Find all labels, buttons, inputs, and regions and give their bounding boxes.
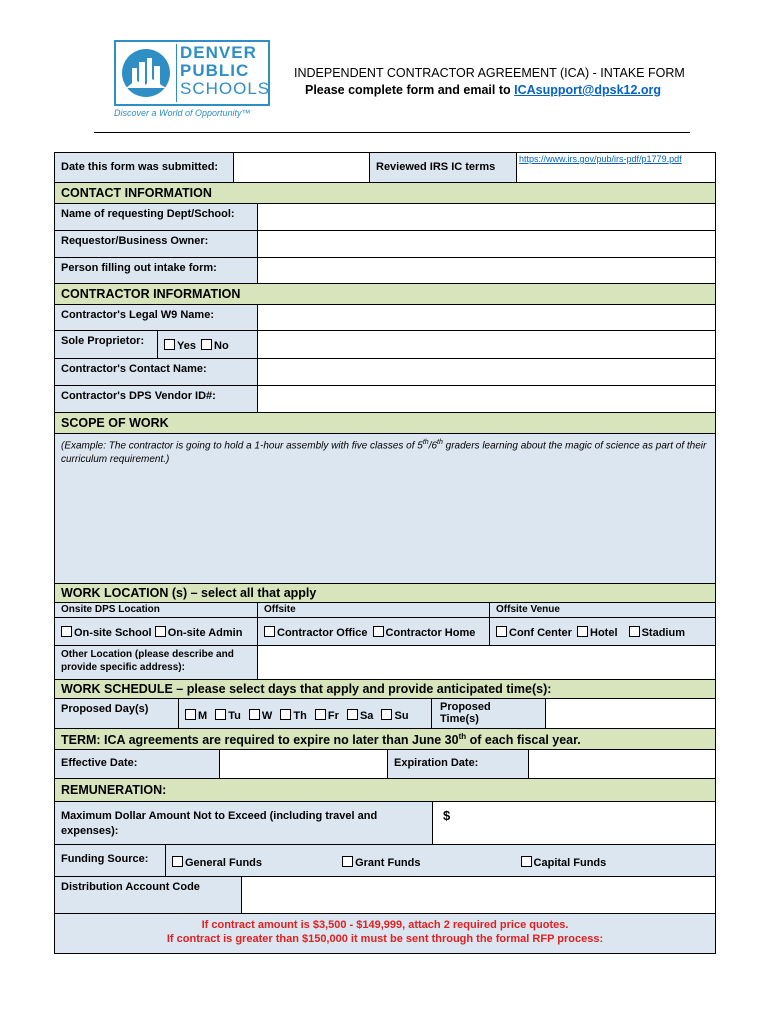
time-input[interactable] bbox=[545, 698, 716, 729]
other-location-label-cell bbox=[54, 645, 258, 680]
stadium-label: Stadium bbox=[641, 627, 685, 639]
scope-heading: SCOPE OF WORK bbox=[61, 416, 169, 430]
date-label-cell bbox=[54, 152, 234, 183]
day-th-label: Th bbox=[293, 710, 307, 722]
term-section-header bbox=[54, 728, 716, 750]
days-options bbox=[178, 698, 432, 729]
days-label-cell bbox=[54, 698, 179, 729]
term-heading-b: of each fiscal year. bbox=[466, 733, 581, 748]
dollar-sign: $ bbox=[443, 808, 451, 823]
effective-label-cell bbox=[54, 749, 220, 779]
account-label: Distribution Account Code bbox=[61, 881, 200, 893]
grant-funds-checkbox[interactable] bbox=[342, 856, 353, 867]
location-section-header bbox=[54, 583, 716, 603]
logo-tagline: Discover a World of Opportunity™ bbox=[114, 108, 251, 118]
day-w-label: W bbox=[261, 710, 273, 722]
conf-center-label: Conf Center bbox=[509, 627, 572, 639]
contact-name-label: Contractor's Contact Name: bbox=[61, 363, 207, 375]
scope-example-a: (Example: The contractor is going to hold a 1-hour assembly with five classes of 5 bbox=[61, 440, 423, 452]
other-location-input[interactable] bbox=[257, 645, 716, 680]
sole-options-cell bbox=[157, 330, 258, 359]
offsite-col-label: Offsite bbox=[264, 604, 296, 615]
day-m-label: M bbox=[198, 710, 208, 722]
filler-label-cell bbox=[54, 257, 258, 284]
expiration-label: Expiration Date: bbox=[394, 757, 479, 769]
expiration-label-cell bbox=[387, 749, 529, 779]
effective-label: Effective Date: bbox=[61, 757, 138, 769]
sole-yes-label: Yes bbox=[177, 340, 196, 352]
contractor-office-checkbox[interactable] bbox=[264, 626, 275, 637]
price-note bbox=[54, 913, 716, 954]
vendor-input[interactable] bbox=[257, 385, 716, 413]
requestor-label: Requestor/Business Owner: bbox=[61, 235, 209, 247]
stadium-checkbox[interactable] bbox=[629, 626, 640, 637]
filler-label: Person filling out intake form: bbox=[61, 262, 217, 274]
onsite-admin-label: On-site Admin bbox=[167, 627, 243, 639]
requestor-label-cell bbox=[54, 230, 258, 258]
remuneration-section-header bbox=[54, 778, 716, 802]
effective-input[interactable] bbox=[219, 749, 388, 779]
contact-section-header bbox=[54, 182, 716, 204]
time-label-cell bbox=[431, 698, 546, 729]
contractor-home-checkbox[interactable] bbox=[373, 626, 384, 637]
sole-blank bbox=[257, 330, 716, 359]
sole-no-checkbox[interactable] bbox=[201, 339, 212, 350]
remuneration-heading: REMUNERATION: bbox=[61, 783, 167, 797]
day-su-checkbox[interactable] bbox=[381, 709, 392, 720]
dept-label-cell bbox=[54, 203, 258, 231]
email-link[interactable]: ICAsupport@dpsk12.org bbox=[514, 83, 662, 97]
price-note-line2: If contract is greater than $150,000 it must be sent through the formal RFP process: bbox=[166, 933, 604, 945]
contractor-heading: CONTRACTOR INFORMATION bbox=[61, 287, 241, 301]
funding-label-cell bbox=[54, 844, 166, 877]
venue-col-header bbox=[489, 602, 716, 618]
funding-options bbox=[165, 844, 716, 877]
date-input[interactable] bbox=[233, 152, 370, 183]
irs-label: Reviewed IRS IC terms bbox=[376, 161, 496, 173]
term-sup: th bbox=[458, 732, 467, 741]
scope-sup2: th bbox=[437, 439, 443, 446]
logo-line3: SCHOOLS bbox=[180, 79, 271, 98]
account-input[interactable] bbox=[241, 876, 716, 914]
grant-funds-label: Grant Funds bbox=[355, 857, 421, 869]
schedule-heading: WORK SCHEDULE – please select days that apply and provide anticipated time(s): bbox=[61, 682, 552, 696]
vendor-label: Contractor's DPS Vendor ID#: bbox=[61, 390, 216, 402]
scope-slash: /6 bbox=[428, 440, 438, 452]
logo-line1: DENVER bbox=[180, 43, 257, 62]
contact-name-input[interactable] bbox=[257, 358, 716, 386]
venue-col-label: Offsite Venue bbox=[496, 604, 560, 615]
irs-label-cell bbox=[369, 152, 517, 183]
w9-label-cell bbox=[54, 304, 258, 331]
requestor-input[interactable] bbox=[257, 230, 716, 258]
dept-input[interactable] bbox=[257, 203, 716, 231]
day-tu-checkbox[interactable] bbox=[215, 709, 226, 720]
day-m-checkbox[interactable] bbox=[185, 709, 196, 720]
vendor-label-cell bbox=[54, 385, 258, 413]
day-fr-label: Fr bbox=[327, 710, 339, 722]
contractor-home-label: Contractor Home bbox=[385, 627, 476, 639]
form-title: INDEPENDENT CONTRACTOR AGREEMENT (ICA) - INTAKE FORM bbox=[294, 66, 685, 80]
subtitle-text: Please complete form and email to bbox=[305, 83, 515, 97]
schedule-section-header bbox=[54, 679, 716, 699]
sole-no-label: No bbox=[214, 340, 229, 352]
hotel-label: Hotel bbox=[590, 627, 618, 639]
max-amount-input[interactable] bbox=[432, 801, 716, 845]
day-tu-label: Tu bbox=[228, 710, 241, 722]
contractor-section-header bbox=[54, 283, 716, 305]
conf-center-checkbox[interactable] bbox=[496, 626, 507, 637]
term-heading-a: TERM: ICA agreements are required to expire no later than June 30 bbox=[61, 733, 459, 748]
capital-funds-label: Capital Funds bbox=[533, 857, 607, 869]
days-label: Proposed Day(s) bbox=[61, 703, 149, 715]
day-sa-checkbox[interactable] bbox=[347, 709, 358, 720]
irs-link[interactable]: https://www.irs.gov/pub/irs-pdf/p1779.pdf bbox=[519, 154, 682, 164]
capital-funds-checkbox[interactable] bbox=[521, 856, 532, 867]
funding-label: Funding Source: bbox=[61, 853, 149, 865]
account-label-cell bbox=[54, 876, 242, 914]
scope-sup1: th bbox=[422, 439, 429, 446]
onsite-col-header bbox=[54, 602, 258, 618]
sole-yes-checkbox[interactable] bbox=[164, 339, 175, 350]
price-note-line1: If contract amount is $3,500 - $149,999, attach 2 required price quotes. bbox=[201, 919, 569, 931]
offsite-col-header bbox=[257, 602, 490, 618]
offsite-options bbox=[257, 617, 490, 646]
time-label: Proposed Time(s) bbox=[440, 701, 491, 725]
other-location-label: Other Location (please describe and provide specific address): bbox=[61, 649, 234, 673]
date-label: Date this form was submitted: bbox=[61, 161, 219, 173]
city-skyline-icon bbox=[120, 46, 172, 100]
irs-link-cell bbox=[516, 152, 716, 183]
day-th-checkbox[interactable] bbox=[280, 709, 291, 720]
dept-label: Name of requesting Dept/School: bbox=[61, 208, 235, 220]
filler-input[interactable] bbox=[257, 257, 716, 284]
logo-line2: PUBLIC bbox=[180, 61, 250, 80]
day-w-checkbox[interactable] bbox=[249, 709, 260, 720]
dps-logo bbox=[114, 40, 274, 120]
scope-section-header bbox=[54, 412, 716, 434]
contact-name-label-cell bbox=[54, 358, 258, 386]
hotel-checkbox[interactable] bbox=[577, 626, 588, 637]
contractor-office-label: Contractor Office bbox=[277, 627, 368, 639]
scope-example-b: graders learning about the magic of science as part of their curriculum requirement.) bbox=[61, 440, 707, 466]
max-amount-label-cell bbox=[54, 801, 433, 845]
onsite-school-label: On-site School bbox=[74, 627, 152, 639]
max-amount-label: Maximum Dollar Amount Not to Exceed (including travel and expenses): bbox=[61, 810, 378, 837]
sole-label: Sole Proprietor: bbox=[61, 335, 145, 347]
form-subtitle bbox=[305, 83, 661, 97]
general-funds-label: General Funds bbox=[185, 857, 263, 869]
w9-input[interactable] bbox=[257, 304, 716, 331]
w9-label: Contractor's Legal W9 Name: bbox=[61, 309, 214, 321]
venue-options bbox=[489, 617, 716, 646]
sole-label-cell bbox=[54, 330, 158, 359]
contact-heading: CONTACT INFORMATION bbox=[61, 186, 212, 200]
day-fr-checkbox[interactable] bbox=[315, 709, 326, 720]
scope-input[interactable] bbox=[54, 433, 716, 584]
onsite-options bbox=[54, 617, 258, 646]
onsite-admin-checkbox[interactable] bbox=[155, 626, 166, 637]
onsite-school-checkbox[interactable] bbox=[61, 626, 72, 637]
location-heading: WORK LOCATION (s) – select all that apply bbox=[61, 586, 317, 600]
header-divider bbox=[94, 132, 690, 133]
expiration-input[interactable] bbox=[528, 749, 716, 779]
onsite-col-label: Onsite DPS Location bbox=[61, 604, 160, 615]
day-su-label: Su bbox=[394, 710, 409, 722]
day-sa-label: Sa bbox=[359, 710, 374, 722]
general-funds-checkbox[interactable] bbox=[172, 856, 183, 867]
